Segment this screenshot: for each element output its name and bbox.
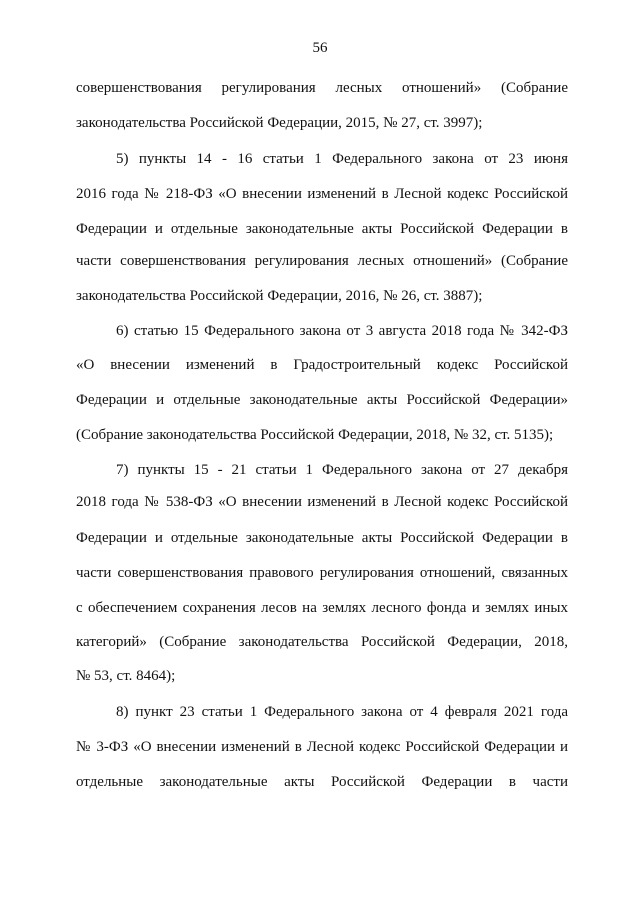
list-item-7-first-line: 7) пункты 15 - 21 статьи 1 Федерального закона от 27 декабря xyxy=(116,462,568,478)
text-line: (Собрание законодательства Российской Федерации, 2018, № 32, ст. 5135); xyxy=(76,427,554,443)
text-line: 2018 года № 538-ФЗ «О внесении изменений в Лесной кодекс Российской xyxy=(76,494,568,510)
text-line: категорий» (Собрание законодательства Российской Федерации, 2018, xyxy=(76,634,568,650)
page-number: 56 xyxy=(312,40,328,56)
text-line: Федерации и отдельные законодательные акты Российской Федерации в xyxy=(76,530,568,546)
text-line: № 3-ФЗ «О внесении изменений в Лесной кодекс Российской Федерации и xyxy=(76,739,568,755)
text-line: Федерации и отдельные законодательные акты Российской Федерации» xyxy=(76,392,568,408)
list-item-5-first-line: 5) пункты 14 - 16 статьи 1 Федерального закона от 23 июня xyxy=(116,151,568,167)
text-line: № 53, ст. 8464); xyxy=(76,668,176,684)
list-item-8-first-line: 8) пункт 23 статьи 1 Федерального закона от 4 февраля 2021 года xyxy=(116,704,568,720)
text-line: части совершенствования правового регулирования отношений, связанных xyxy=(76,565,568,581)
text-line: законодательства Российской Федерации, 2015, № 27, ст. 3997); xyxy=(76,115,483,131)
text-line: «О внесении изменений в Градостроительный кодекс Российской xyxy=(76,357,568,373)
text-line: части совершенствования регулирования лесных отношений» (Собрание xyxy=(76,253,568,269)
text-line: с обеспечением сохранения лесов на землях лесного фонда и землях иных xyxy=(76,600,568,616)
list-item-6-first-line: 6) статью 15 Федерального закона от 3 августа 2018 года № 342-ФЗ xyxy=(116,323,568,339)
text-line: отдельные законодательные акты Российской Федерации в части xyxy=(76,774,568,790)
text-line: Федерации и отдельные законодательные акты Российской Федерации в xyxy=(76,221,568,237)
text-line: совершенствования регулирования лесных отношений» (Собрание xyxy=(76,80,568,96)
text-line: 2016 года № 218-ФЗ «О внесении изменений в Лесной кодекс Российской xyxy=(76,186,568,202)
text-line: законодательства Российской Федерации, 2016, № 26, ст. 3887); xyxy=(76,288,483,304)
